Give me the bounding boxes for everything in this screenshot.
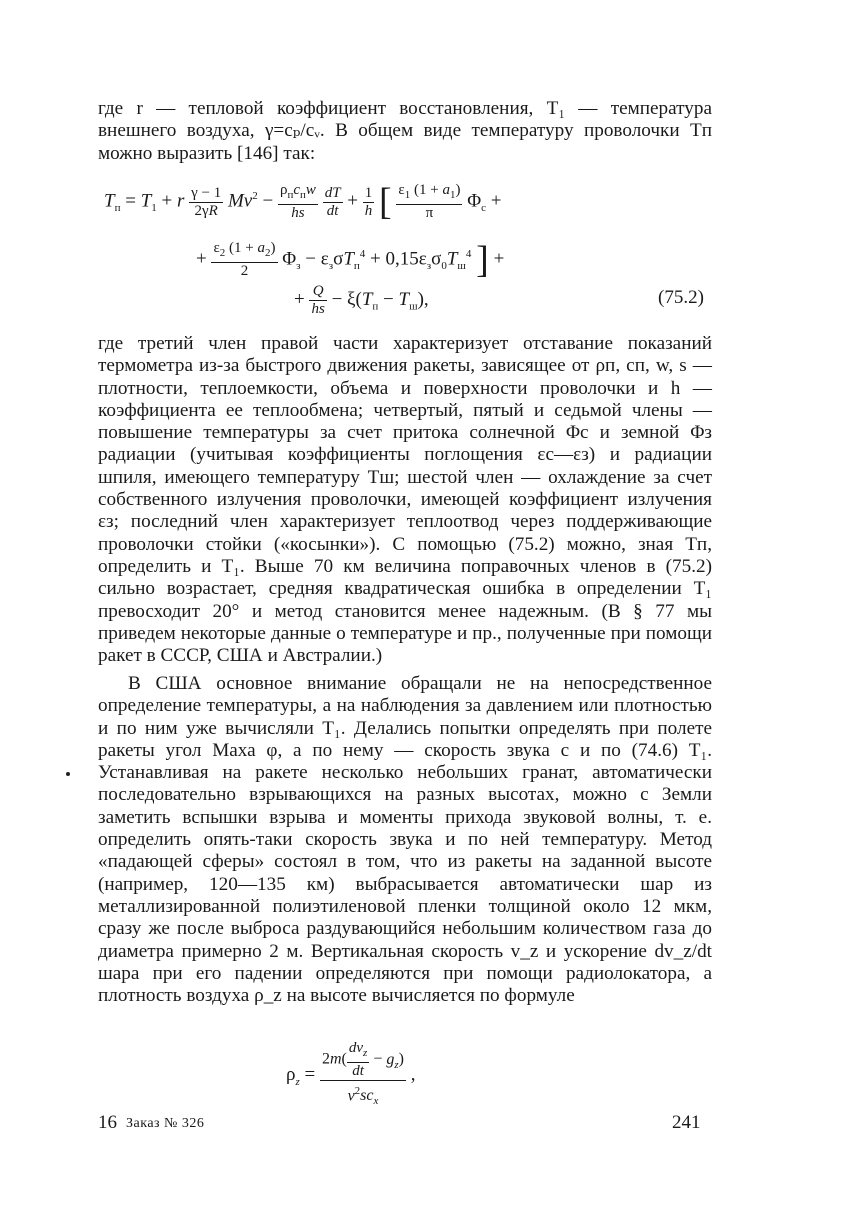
paragraph-explanation: где третий член правой части характеризует отставание показаний термометра из-за быстрого движения ракеты, зависящее от ρп, cп, w, s — плотности, теплоемкости, объема и поверхности проволочки и h — коэффициента ее теплообмена; четвертый, пятый и седьмой члены — повышение температуры за счет притока солнечной Φс и земной Φз радиации (учитывая коэффициенты поглощения εс—εз) и радиации шпиля, имеющего температуру Tш; шестой член — охлаждение за счет собственного излучения проволочки, имеющей коэффициент излучения εз; последний член характеризует теплоотвод через поддерживающие проволочки стойки («косынки»). С помощью (75.2) можно, зная Tп, определить и T₁. Выше 70 км величина поправочных членов в (75.2) сильно возрастает, средняя квадратическая ошибка в определении T₁ превосходит 20° и метод становится менее надежным. (В § 77 мы приведем некоторые данные о температуре и пр., полученные при помощи ракет в СССР, США и Австралии.) xyxy=(98,333,712,667)
equation-line-2: + $\frac{\varepsilon_2 (1 + a_2)}{2}$ $\Phi_з - \varepsilon_з\sigma T_п^4 + 0,15\varepsilon_з\sigma_0T_ш^4$ ] + xyxy=(196,239,505,281)
equation-line-1: $T_п = T_1 + r$ $\frac{\gamma - 1}{2\gamma R}$ $Mv^2$ − $\frac{\rho_пc_пw}{hs}$ $\frac{dT}{dt}$ + $\frac{1}{h}$ [ $\frac{\varepsilon_1 (1 + a_1)}{\pi}$ $\Phi_с$ + xyxy=(104,181,502,223)
page-number: 241 xyxy=(672,1112,701,1133)
equation-number: (75.2) xyxy=(658,287,704,308)
equation-line-3: + $\frac{Q}{hs}$ − $\xi(T_п - T_ш)$, xyxy=(294,283,429,317)
margin-dot xyxy=(66,772,70,776)
equation-density: $\rho_z$ = 2m( $\frac{dv_z}{dt}$ − $g_z$) $v^2sc_x$ , xyxy=(286,1040,416,1108)
signature-number: 16 xyxy=(98,1112,117,1133)
print-order: Заказ № 326 xyxy=(126,1116,205,1131)
paragraph-intro: где r — тепловой коэффициент восстановления, T₁ — температура внешнего воздуха, γ=cₚ/cᵥ. В общем виде температуру проволочки Tп можно выразить [146] так: xyxy=(98,98,712,164)
paragraph-usa-methods: В США основное внимание обращали не на непосредственное определение температуры, а на наблюдения за давлением или плотностью и по ним уже вычисляли T₁. Делались попытки определять при полете ракеты угол Маха φ, а по нему — скорость звука c и по (74.6) T₁. Устанавливая на ракете несколько небольших гранат, автоматически последовательно взрывающихся на разных высотах, можно с Земли заметить вспышки взрыва и моменты прихода звуковой волны, т. е. определить опять-таки скорость звука и по ней температуру. Метод «падающей сферы» состоял в том, что из ракеты на заданной высоте (например, 120—135 км) выбрасывается автоматически шар из металлизированной полиэтиленовой пленки толщиной около 12 мкм, сразу же после выброса раздувающийся небольшим количеством газа до диаметра примерно 2 м. Вертикальная скорость v_z и ускорение dv_z/dt шара при его падении определяются при помощи радиолокатора, а плотность воздуха ρ_z на высоте вычисляется по формуле xyxy=(98,673,712,1007)
